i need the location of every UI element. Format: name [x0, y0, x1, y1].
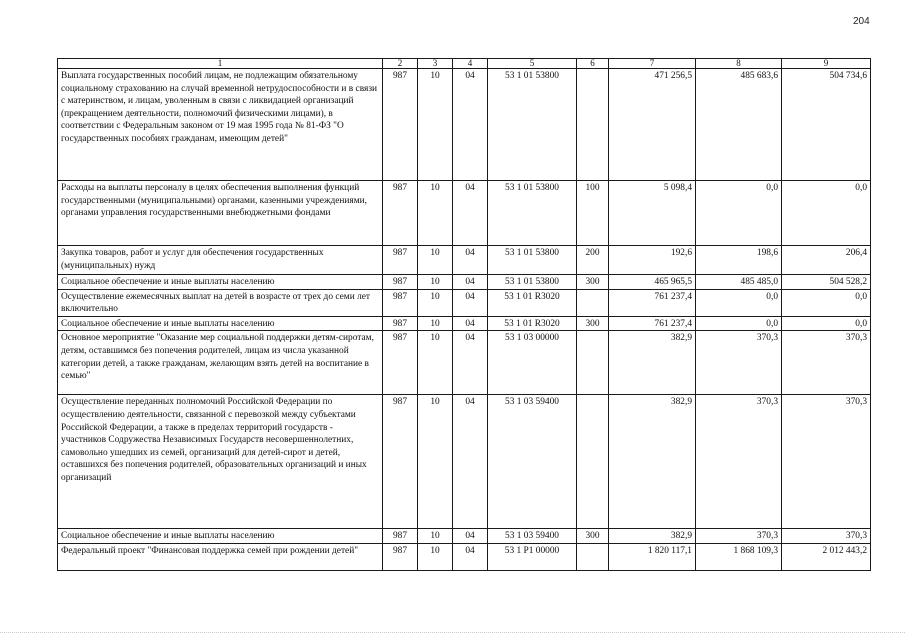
column-header: 6	[577, 59, 609, 69]
row-name: Осуществление ежемесячных выплат на детей в возрасте от трех до семи лет включительно	[58, 289, 383, 316]
cell-amount-1: 382,9	[609, 529, 696, 544]
table-row	[58, 275, 871, 290]
cell-amount-2: 0,0	[696, 289, 782, 316]
row-name: Федеральный проект "Финансовая поддержка семей при рождении детей"	[58, 543, 383, 570]
cell-amount-1: 761 237,4	[609, 316, 696, 331]
cell-amount-2: 1 868 109,3	[696, 543, 782, 570]
cell-expense-type: 300	[577, 316, 609, 331]
cell-section: 10	[418, 543, 453, 570]
cell-expense-type	[577, 543, 609, 570]
cell-amount-3: 370,3	[782, 331, 871, 395]
cell-subsection: 04	[453, 543, 488, 570]
table-row	[58, 316, 871, 331]
budget-table	[57, 58, 871, 571]
row-name: Осуществление переданных полномочий Российской Федерации по осуществлению деятельности, связанной с перевозкой между субъектами Российской Федерации, а также в пределах территорий государств - участников Содружества Независимых Государств несовершеннолетних, самовольно ушедших из семей, организаций для детей-сирот и детей, оставшихся без попечения родителей, образовательных организаций и иных организаций	[58, 395, 383, 529]
cell-expense-type	[577, 69, 609, 181]
cell-subsection: 04	[453, 69, 488, 181]
row-name: Основное мероприятие "Оказание мер социальной поддержки детям-сиротам, детям, оставшимся без попечения родителей, лицам из числа указанной категории детей, а также гражданам, желающим взять детей на воспитание в семью"	[58, 331, 383, 395]
row-name: Выплата государственных пособий лицам, не подлежащим обязательному социальному страхованию на случай временной нетрудоспособности и в связи с материнством, и лицам, уволенным в связи с ликвидацией организаций (прекращением деятельности, полномочий физическими лицами), в соответствии с Федеральным законом от 19 мая 1995 года № 81-ФЗ "О государственных пособиях гражданам, имеющим детей"	[58, 69, 383, 181]
cell-ministry: 987	[383, 69, 418, 181]
page-number: 204	[853, 16, 870, 27]
cell-amount-3: 2 012 443,2	[782, 543, 871, 570]
cell-target-article: 53 1 03 59400	[488, 529, 577, 544]
cell-amount-2: 198,6	[696, 246, 782, 275]
column-header: 9	[782, 59, 871, 69]
cell-target-article: 53 1 01 R3020	[488, 289, 577, 316]
row-name: Расходы на выплаты персоналу в целях обеспечения выполнения функций государственными (муниципальными) органами, казенными учреждениями, органами управления государственными внебюджетными фондами	[58, 181, 383, 246]
cell-section: 10	[418, 331, 453, 395]
cell-amount-2: 485 485,0	[696, 275, 782, 290]
cell-expense-type	[577, 395, 609, 529]
row-name: Социальное обеспечение и иные выплаты населению	[58, 529, 383, 544]
cell-amount-3: 370,3	[782, 395, 871, 529]
cell-subsection: 04	[453, 275, 488, 290]
cell-expense-type: 300	[577, 529, 609, 544]
cell-target-article: 53 1 01 53800	[488, 69, 577, 181]
row-name: Социальное обеспечение и иные выплаты населению	[58, 275, 383, 290]
cell-subsection: 04	[453, 529, 488, 544]
cell-expense-type: 100	[577, 181, 609, 246]
cell-subsection: 04	[453, 316, 488, 331]
cell-amount-3: 504 734,6	[782, 69, 871, 181]
cell-expense-type: 200	[577, 246, 609, 275]
cell-ministry: 987	[383, 289, 418, 316]
table-row	[58, 246, 871, 275]
column-header: 8	[696, 59, 782, 69]
cell-amount-1: 465 965,5	[609, 275, 696, 290]
cell-amount-1: 192,6	[609, 246, 696, 275]
cell-subsection: 04	[453, 331, 488, 395]
cell-ministry: 987	[383, 316, 418, 331]
table-row	[58, 395, 871, 529]
cell-ministry: 987	[383, 275, 418, 290]
cell-ministry: 987	[383, 529, 418, 544]
cell-target-article: 53 1 03 00000	[488, 331, 577, 395]
cell-section: 10	[418, 395, 453, 529]
column-header: 2	[383, 59, 418, 69]
table-row	[58, 529, 871, 544]
cell-amount-1: 761 237,4	[609, 289, 696, 316]
table-row	[58, 543, 871, 570]
cell-amount-3: 370,3	[782, 529, 871, 544]
cell-amount-3: 0,0	[782, 289, 871, 316]
cell-subsection: 04	[453, 246, 488, 275]
cell-amount-2: 370,3	[696, 395, 782, 529]
row-name: Закупка товаров, работ и услуг для обеспечения государственных (муниципальных) нужд	[58, 246, 383, 275]
cell-ministry: 987	[383, 331, 418, 395]
column-header: 7	[609, 59, 696, 69]
header-row	[58, 59, 871, 69]
cell-section: 10	[418, 181, 453, 246]
cell-section: 10	[418, 69, 453, 181]
table-row	[58, 289, 871, 316]
cell-amount-3: 206,4	[782, 246, 871, 275]
cell-amount-2: 370,3	[696, 331, 782, 395]
cell-expense-type: 300	[577, 275, 609, 290]
cell-amount-1: 382,9	[609, 395, 696, 529]
cell-ministry: 987	[383, 395, 418, 529]
cell-target-article: 53 1 P1 00000	[488, 543, 577, 570]
column-header: 5	[488, 59, 577, 69]
cell-section: 10	[418, 529, 453, 544]
cell-subsection: 04	[453, 395, 488, 529]
cell-ministry: 987	[383, 246, 418, 275]
column-header: 3	[418, 59, 453, 69]
cell-expense-type	[577, 331, 609, 395]
table-row	[58, 69, 871, 181]
cell-amount-1: 382,9	[609, 331, 696, 395]
scan-edge-artifact	[0, 632, 905, 634]
cell-amount-3: 0,0	[782, 181, 871, 246]
table-row	[58, 181, 871, 246]
cell-amount-1: 471 256,5	[609, 69, 696, 181]
cell-section: 10	[418, 275, 453, 290]
cell-ministry: 987	[383, 181, 418, 246]
cell-amount-2: 0,0	[696, 316, 782, 331]
cell-section: 10	[418, 289, 453, 316]
cell-ministry: 987	[383, 543, 418, 570]
cell-section: 10	[418, 246, 453, 275]
row-name: Социальное обеспечение и иные выплаты населению	[58, 316, 383, 331]
cell-amount-2: 485 683,6	[696, 69, 782, 181]
cell-target-article: 53 1 01 53800	[488, 246, 577, 275]
cell-expense-type	[577, 289, 609, 316]
cell-target-article: 53 1 01 53800	[488, 181, 577, 246]
cell-subsection: 04	[453, 289, 488, 316]
cell-amount-2: 370,3	[696, 529, 782, 544]
cell-subsection: 04	[453, 181, 488, 246]
cell-target-article: 53 1 03 59400	[488, 395, 577, 529]
column-header: 1	[58, 59, 383, 69]
cell-target-article: 53 1 01 53800	[488, 275, 577, 290]
cell-amount-2: 0,0	[696, 181, 782, 246]
cell-target-article: 53 1 01 R3020	[488, 316, 577, 331]
column-header: 4	[453, 59, 488, 69]
cell-amount-1: 5 098,4	[609, 181, 696, 246]
cell-amount-1: 1 820 117,1	[609, 543, 696, 570]
cell-section: 10	[418, 316, 453, 331]
cell-amount-3: 504 528,2	[782, 275, 871, 290]
cell-amount-3: 0,0	[782, 316, 871, 331]
table-row	[58, 331, 871, 395]
